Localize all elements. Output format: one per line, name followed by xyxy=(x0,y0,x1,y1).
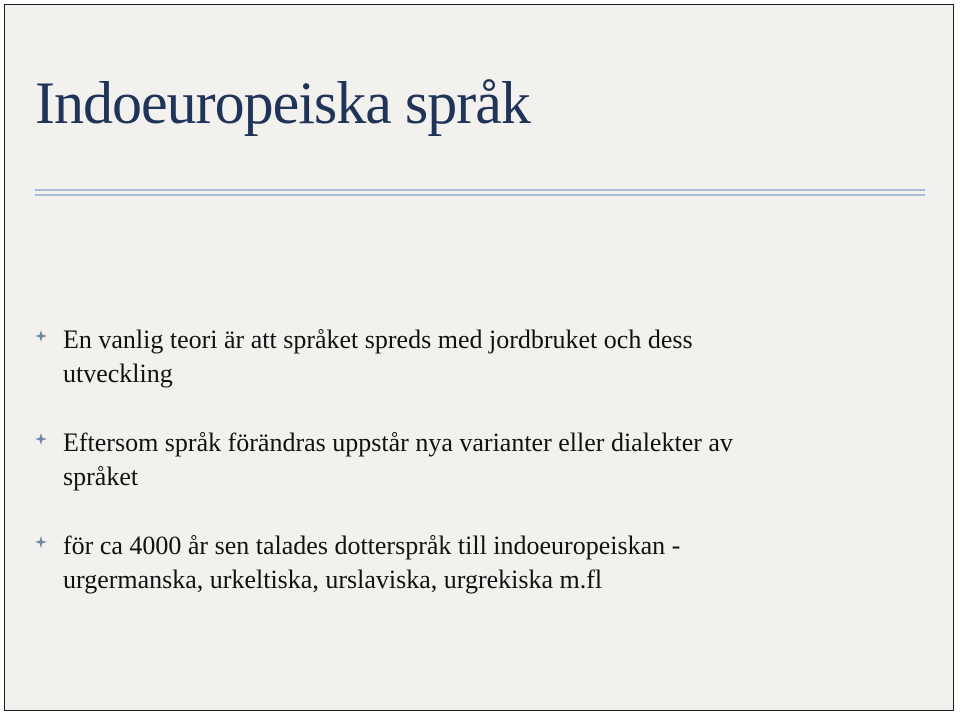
bullet-item xyxy=(35,426,915,494)
bullet-text-line: Eftersom språk förändras uppstår nya varianter eller dialekter av xyxy=(63,428,733,457)
bullet-text-line: för ca 4000 år sen talades dotterspråk till indoeuropeiskan - xyxy=(63,531,681,560)
bullet-list xyxy=(35,323,915,597)
slide xyxy=(4,4,954,711)
bullet-text-line: språket xyxy=(63,462,139,491)
slide-title: Indoeuropeiska språk xyxy=(35,70,530,136)
bullet-item xyxy=(35,529,915,597)
four-point-star-icon xyxy=(35,330,47,342)
four-point-star-icon xyxy=(35,536,47,548)
four-point-star-icon xyxy=(35,433,47,445)
bullet-text-line: En vanlig teori är att språket spreds med jordbruket och dess xyxy=(63,325,693,354)
title-divider-top xyxy=(35,189,925,191)
bullet-text-line: utveckling xyxy=(63,359,173,388)
bullet-text-line: urgermanska, urkeltiska, urslaviska, urgrekiska m.fl xyxy=(63,565,603,594)
bullet-item xyxy=(35,323,915,391)
title-divider-bottom xyxy=(35,194,925,196)
